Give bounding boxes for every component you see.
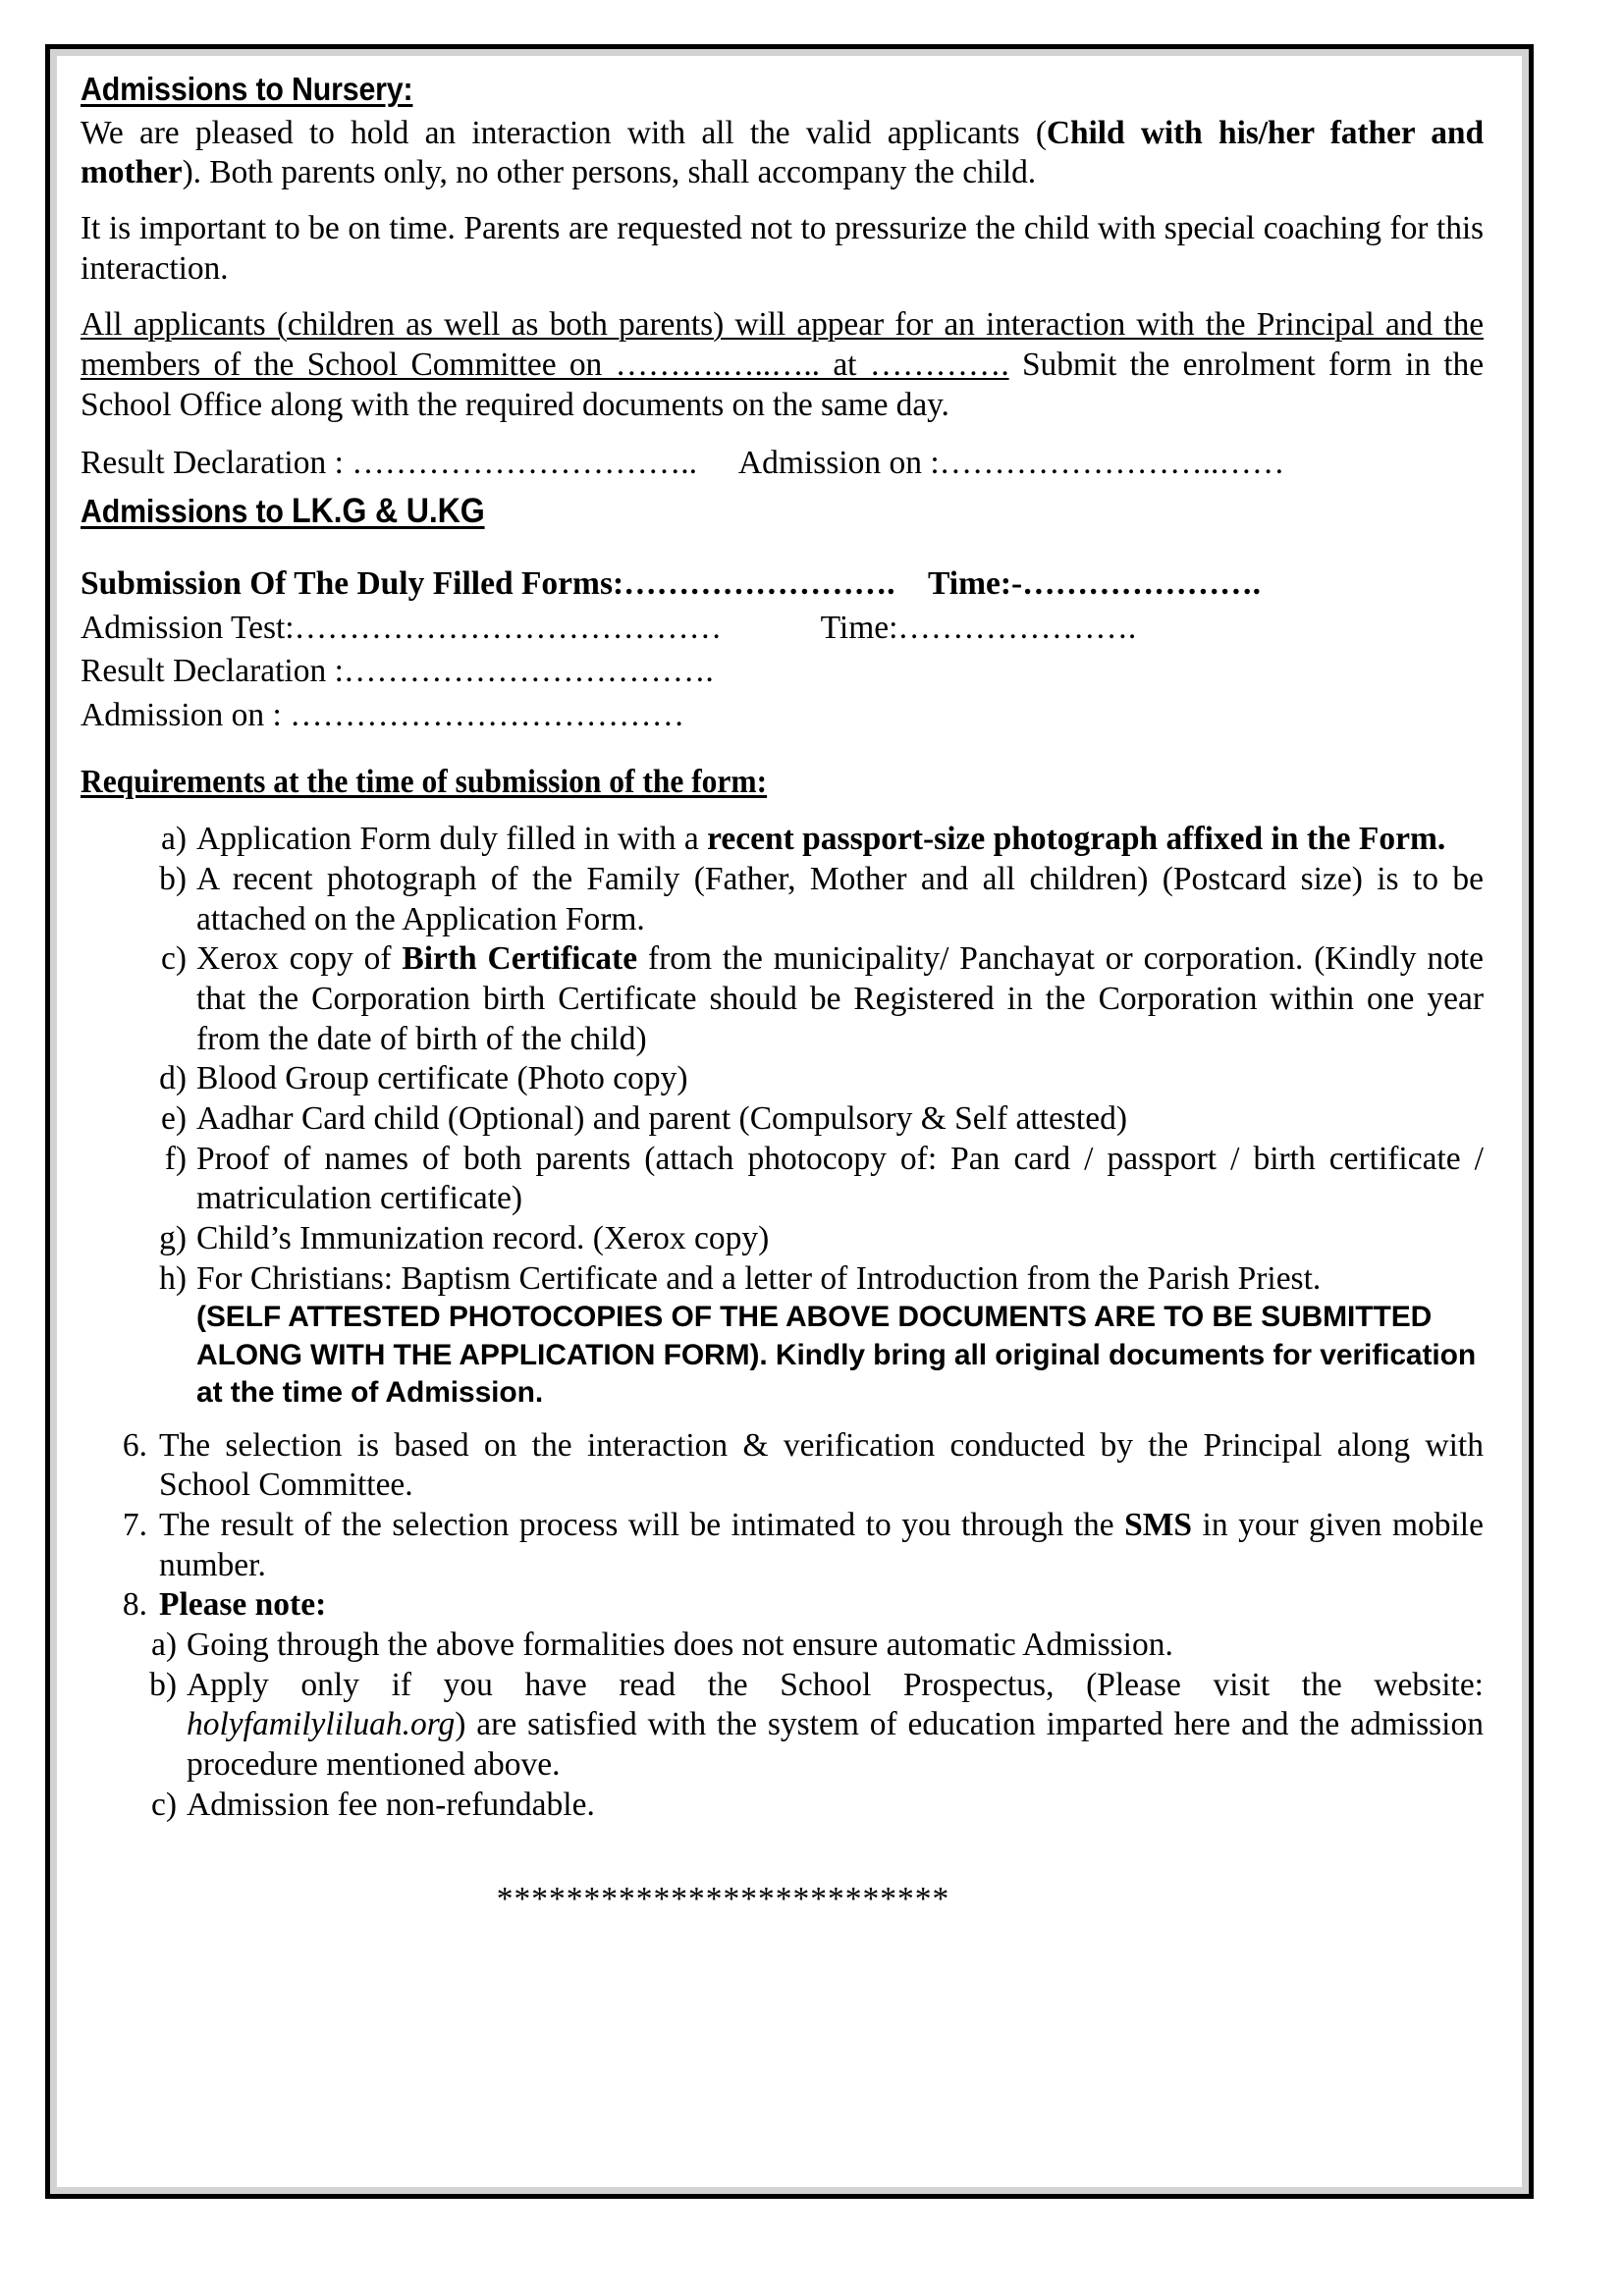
- heading-admissions-lkg-ukg-wrap: [81, 491, 1484, 534]
- note-sub-list: [81, 1626, 1484, 1825]
- list-item: [160, 1099, 1484, 1140]
- list-item-text: Apply only if you have read the School Prospectus, (Please visit the website:: [187, 1666, 1484, 1703]
- admission-on-field: Admission on :……………………..……: [737, 444, 1285, 481]
- list-item: [150, 1786, 1484, 1826]
- list-item-text: Going through the above formalities does not ensure automatic Admission.: [187, 1627, 1173, 1664]
- heading-admissions-lkg-ukg: [81, 491, 485, 532]
- list-item-text: ) are satisfied with the system of education imparted here and the admission procedure mentioned above.: [187, 1706, 1484, 1784]
- list-item-text: Xerox copy of: [196, 940, 403, 978]
- list-item-text: For Christians: Baptism Certificate and a letter of Introduction from the Parish Priest.: [196, 1259, 1322, 1297]
- p1-part-a: We are pleased to hold an interaction with all the valid applicants (: [81, 114, 1047, 151]
- p1-part-b-bold: Child with his/her father and mother: [81, 114, 1484, 191]
- list-item-text-bold: recent passport-size photograph affixed in the Form.: [707, 821, 1446, 858]
- list-item: [149, 1666, 1484, 1786]
- page-border-frame: [45, 44, 1534, 2199]
- page-border-inner: [50, 49, 1529, 2194]
- spacer-after-requirements-heading: [81, 806, 1484, 820]
- list-item: [150, 1626, 1484, 1666]
- list-item-text: Proof of names of both parents (attach photocopy of: Pan card / passport / birth certificate / matriculation certificate): [196, 1140, 1484, 1217]
- list-item-text: Child’s Immunization record. (Xerox copy): [196, 1220, 770, 1257]
- self-attested-note: (SELF ATTESTED PHOTOCOPIES OF THE ABOVE DOCUMENTS ARE TO BE SUBMITTED ALONG WITH THE APPLICATION FORM). Kindly bring all original documents for verification at the time of Admission.: [196, 1301, 1477, 1410]
- paragraph-interaction-invite: [81, 114, 1484, 194]
- list-item: [159, 1219, 1484, 1259]
- please-note-label: Please note:: [159, 1586, 327, 1624]
- heading-admissions-nursery: Admissions to Nursery:: [81, 71, 413, 107]
- document-content: [81, 70, 1484, 2151]
- p3-underlined-part: All applicants (children as well as both parents) will appear for an interaction with the Principal and the members of the School Committee on ……….…..….. at ………….: [81, 306, 1484, 383]
- spacer-before-requirements: [81, 737, 1484, 763]
- result-declaration-row: [81, 442, 1484, 486]
- footer-asterisks: **************************: [496, 1880, 950, 1917]
- list-marker: d): [159, 1060, 187, 1097]
- list-item-text-bold: SMS: [1124, 1507, 1193, 1543]
- list-item-text: Admission fee non-refundable.: [187, 1786, 595, 1823]
- result-declaration-gap: [697, 445, 738, 481]
- list-marker: 7.: [122, 1507, 147, 1543]
- list-item-text: from the municipality/ Panchayat or corporation. (Kindly note that the Corporation birth Certificate should be Registered in the Corporation within one year from the date of birth of the child): [196, 940, 1484, 1057]
- heading-lkg-classes: LK.G & U.KG: [292, 492, 485, 531]
- list-marker: h): [159, 1259, 187, 1297]
- list-item: [159, 1259, 1484, 1300]
- list-marker: 6.: [122, 1426, 147, 1464]
- list-item-text: Aadhar Card child (Optional) and parent (Compulsory & Self attested): [196, 1100, 1127, 1138]
- paragraph-be-on-time: It is important to be on time. Parents are requested not to pressurize the child with special coaching for this interaction.: [81, 210, 1484, 288]
- list-item-text: Blood Group certificate (Photo copy): [196, 1060, 688, 1097]
- paragraph-interaction-schedule: [81, 305, 1484, 426]
- list-item-text: The selection is based on the interaction & verification conducted by the Principal along with School Committee.: [159, 1426, 1484, 1504]
- requirements-list: [81, 820, 1484, 1299]
- list-item-text: The result of the selection process will be intimated to you through the: [159, 1507, 1125, 1543]
- submission-forms-gap: [895, 565, 929, 602]
- list-item-text-bold: Birth Certificate: [402, 940, 638, 978]
- heading-admissions-nursery-wrap: [81, 70, 1484, 111]
- submission-forms-row: [81, 562, 1484, 607]
- list-item: [160, 939, 1484, 1059]
- admission-test-label: Admission Test:…………………………………: [81, 609, 723, 646]
- list-marker: 8.: [122, 1586, 147, 1624]
- spacer-before-numbered: [81, 1413, 1484, 1426]
- list-marker: a): [150, 1627, 177, 1664]
- list-marker: c): [160, 940, 187, 978]
- list-marker: b): [159, 860, 187, 897]
- admission-test-gap: [722, 610, 821, 646]
- list-item-text: A recent photograph of the Family (Father, Mother and all children) (Postcard size) is to be attached on the Application Form.: [196, 860, 1484, 937]
- list-marker: e): [160, 1100, 187, 1138]
- list-item: [122, 1506, 1484, 1585]
- list-item-text: in your given mobile number.: [159, 1507, 1484, 1583]
- list-item-please-note: [122, 1585, 1484, 1626]
- submission-forms-label: Submission Of The Duly Filled Forms:…………………….: [81, 565, 895, 603]
- list-item: [159, 1059, 1484, 1099]
- result-declaration-field: Result Declaration : …………………………..: [81, 444, 698, 481]
- p3-tail-part: Submit the enrolment form in the School Office along with the required documents on the same day.: [81, 346, 1484, 423]
- list-item-text: Application Form duly filled in with a: [196, 821, 708, 858]
- admission-test-time: Time:………………….: [820, 609, 1137, 646]
- heading-requirements-wrap: [81, 763, 1484, 803]
- list-marker: c): [150, 1786, 177, 1823]
- list-item: [160, 820, 1484, 860]
- list-marker: g): [159, 1220, 187, 1257]
- list-item-text-italic: holyfamilyliluah.org: [187, 1706, 456, 1743]
- list-item: [164, 1140, 1484, 1219]
- numbered-list: [81, 1426, 1484, 1586]
- list-item: [122, 1426, 1484, 1506]
- list-item: [159, 860, 1484, 939]
- list-marker: b): [149, 1666, 177, 1703]
- heading-lkg-prefix: Admissions to: [81, 493, 293, 530]
- admission-test-row: [81, 607, 1484, 651]
- list-marker: f): [164, 1140, 187, 1177]
- list-marker: a): [160, 821, 187, 858]
- please-note-list: [81, 1585, 1484, 1626]
- submission-forms-time: Time:-………………….: [928, 565, 1262, 603]
- p1-part-c: ). Both parents only, no other persons, shall accompany the child.: [182, 154, 1037, 191]
- spacer-after-lkg-heading: [81, 537, 1484, 562]
- result-declaration-2-row: Result Declaration :…………………………….: [81, 653, 714, 690]
- heading-requirements: Requirements at the time of submission of the form:: [81, 764, 768, 801]
- admission-on-2-row: Admission on : ………………………………: [81, 696, 685, 733]
